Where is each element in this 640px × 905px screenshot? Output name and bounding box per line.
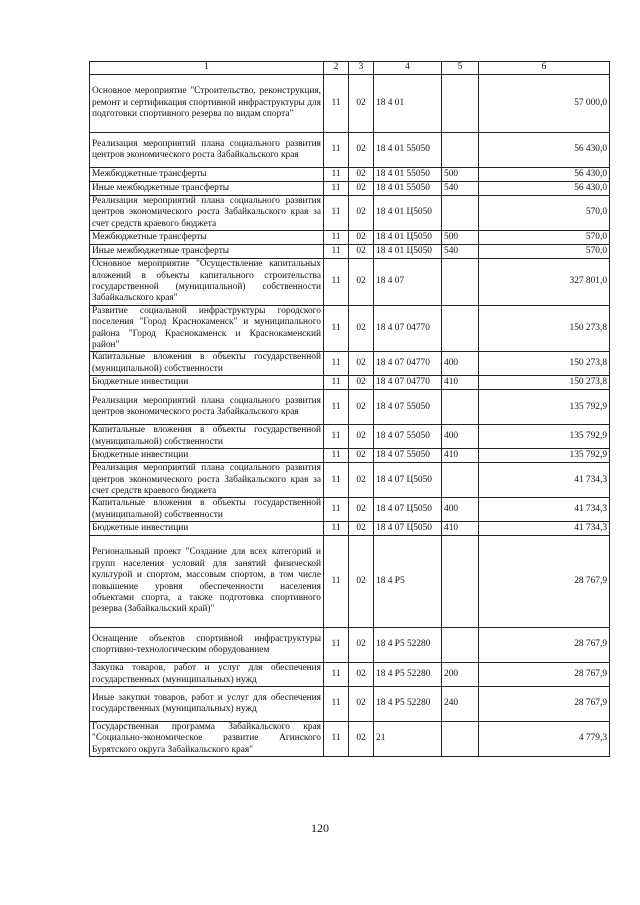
row-amount: 28 767,9	[479, 628, 610, 663]
table-row	[90, 245, 610, 259]
table-row	[90, 425, 610, 449]
row-subsection: 02	[349, 390, 374, 425]
row-amount: 4 779,3	[479, 721, 610, 756]
row-name: Развитие социальной инфраструктуры городского поселения "Город Краснокаменск" и муниципального района "Город Краснокаменск и Краснокаменский район"	[90, 305, 324, 352]
row-section: 11	[324, 352, 349, 376]
row-target-code: 18 4 07 55050	[374, 425, 442, 449]
row-subsection: 02	[349, 305, 374, 352]
row-expense-type: 400	[442, 425, 479, 449]
row-name: Капитальные вложения в объекты государственной (муниципальной) собственности	[90, 498, 324, 522]
row-name: Иные межбюджетные трансферты	[90, 245, 324, 259]
row-name: Бюджетные инвестиции	[90, 449, 324, 463]
table-row	[90, 259, 610, 306]
row-section: 11	[324, 133, 349, 168]
row-target-code: 18 4 07 04770	[374, 376, 442, 390]
row-name: Реализация мероприятий плана социального развития центров экономического роста Забайкальского края	[90, 133, 324, 168]
row-name: Межбюджетные трансферты	[90, 168, 324, 182]
table-row	[90, 231, 610, 245]
row-target-code: 18 4 07 Ц5050	[374, 498, 442, 522]
row-subsection: 02	[349, 168, 374, 182]
row-expense-type	[442, 133, 479, 168]
row-expense-type: 540	[442, 182, 479, 196]
row-expense-type	[442, 390, 479, 425]
row-expense-type: 240	[442, 686, 479, 721]
row-amount: 327 801,0	[479, 259, 610, 306]
row-expense-type: 500	[442, 168, 479, 182]
table-row	[90, 75, 610, 133]
row-name: Реализация мероприятий плана социального развития центров экономического роста Забайкальского края	[90, 390, 324, 425]
row-amount: 150 273,8	[479, 376, 610, 390]
row-subsection: 02	[349, 352, 374, 376]
table-row	[90, 376, 610, 390]
row-amount: 150 273,8	[479, 305, 610, 352]
row-expense-type	[442, 721, 479, 756]
row-target-code: 18 4 07 Ц5050	[374, 463, 442, 498]
budget-table	[89, 61, 610, 757]
row-section: 11	[324, 449, 349, 463]
row-name: Основное мероприятие "Осуществление капитальных вложений в объекты капитального строительства государственной (муниципальной) собственности Забайкальского края"	[90, 259, 324, 306]
row-section: 11	[324, 463, 349, 498]
row-target-code: 18 4 P5 52280	[374, 686, 442, 721]
row-amount: 41 734,3	[479, 463, 610, 498]
row-target-code: 18 4 01 Ц5050	[374, 245, 442, 259]
row-subsection: 02	[349, 463, 374, 498]
row-amount: 135 792,9	[479, 390, 610, 425]
row-subsection: 02	[349, 75, 374, 133]
row-target-code: 18 4 07 55050	[374, 390, 442, 425]
row-name: Региональный проект "Создание для всех категорий и групп населения условий для занятий физической культурой и спортом, массовым спортом, в том числе повышение уровня обеспеченности населения объектами спорта, а также подготовка спортивного резерва (Забайкальский край)"	[90, 536, 324, 628]
row-name: Иные межбюджетные трансферты	[90, 182, 324, 196]
row-expense-type	[442, 463, 479, 498]
table-row	[90, 168, 610, 182]
row-subsection: 02	[349, 686, 374, 721]
table-row	[90, 196, 610, 231]
row-amount: 28 767,9	[479, 686, 610, 721]
row-section: 11	[324, 498, 349, 522]
row-amount: 570,0	[479, 196, 610, 231]
row-expense-type: 410	[442, 449, 479, 463]
row-target-code: 18 4 01	[374, 75, 442, 133]
row-section: 11	[324, 425, 349, 449]
row-amount: 570,0	[479, 231, 610, 245]
page-number: 120	[311, 821, 329, 835]
row-name: Оснащение объектов спортивной инфраструктуры спортивно-технологическим оборудованием	[90, 628, 324, 663]
row-amount: 570,0	[479, 245, 610, 259]
row-section: 11	[324, 305, 349, 352]
row-target-code: 18 4 P5	[374, 536, 442, 628]
table-row	[90, 522, 610, 536]
row-amount: 57 000,0	[479, 75, 610, 133]
row-expense-type	[442, 536, 479, 628]
row-expense-type	[442, 75, 479, 133]
row-section: 11	[324, 628, 349, 663]
row-target-code: 18 4 07 Ц5050	[374, 522, 442, 536]
row-name: Межбюджетные трансферты	[90, 231, 324, 245]
row-expense-type: 400	[442, 352, 479, 376]
row-subsection: 02	[349, 376, 374, 390]
row-subsection: 02	[349, 536, 374, 628]
row-target-code: 18 4 P5 52280	[374, 663, 442, 687]
header-cell: 4	[374, 62, 442, 75]
row-name: Реализация мероприятий плана социального развития центров экономического роста Забайкальского края за счет средств краевого бюджета	[90, 196, 324, 231]
row-amount: 41 734,3	[479, 522, 610, 536]
row-subsection: 02	[349, 663, 374, 687]
row-section: 11	[324, 75, 349, 133]
table-row	[90, 449, 610, 463]
row-target-code: 18 4 07 55050	[374, 449, 442, 463]
row-subsection: 02	[349, 133, 374, 168]
row-expense-type	[442, 259, 479, 306]
row-name: Основное мероприятие "Строительство, реконструкция, ремонт и сертификация спортивной инфраструктуры для подготовки спортивного резерва по видам спорта"	[90, 75, 324, 133]
row-name: Бюджетные инвестиции	[90, 522, 324, 536]
row-expense-type: 410	[442, 376, 479, 390]
header-cell: 2	[324, 62, 349, 75]
row-name: Капитальные вложения в объекты государственной (муниципальной) собственности	[90, 352, 324, 376]
row-subsection: 02	[349, 522, 374, 536]
table-row	[90, 305, 610, 352]
table-row	[90, 498, 610, 522]
row-amount: 56 430,0	[479, 182, 610, 196]
row-target-code: 18 4 01 55050	[374, 182, 442, 196]
row-amount: 135 792,9	[479, 425, 610, 449]
table-header-row	[90, 62, 610, 75]
row-subsection: 02	[349, 182, 374, 196]
header-cell: 3	[349, 62, 374, 75]
row-section: 11	[324, 536, 349, 628]
row-expense-type: 400	[442, 498, 479, 522]
row-target-code: 18 4 07 04770	[374, 305, 442, 352]
row-name: Бюджетные инвестиции	[90, 376, 324, 390]
row-target-code: 18 4 P5 52280	[374, 628, 442, 663]
header-cell: 5	[442, 62, 479, 75]
table-row	[90, 721, 610, 756]
row-target-code: 18 4 01 Ц5050	[374, 231, 442, 245]
row-amount: 56 430,0	[479, 133, 610, 168]
table-row	[90, 686, 610, 721]
row-subsection: 02	[349, 231, 374, 245]
row-amount: 135 792,9	[479, 449, 610, 463]
header-cell: 1	[90, 62, 324, 75]
row-subsection: 02	[349, 245, 374, 259]
row-section: 11	[324, 196, 349, 231]
table-row	[90, 390, 610, 425]
row-amount: 150 273,8	[479, 352, 610, 376]
row-section: 11	[324, 686, 349, 721]
table-row	[90, 352, 610, 376]
row-target-code: 18 4 07 04770	[374, 352, 442, 376]
row-target-code: 18 4 07	[374, 259, 442, 306]
row-target-code: 18 4 01 Ц5050	[374, 196, 442, 231]
table-row	[90, 663, 610, 687]
header-cell: 6	[479, 62, 610, 75]
table-row	[90, 628, 610, 663]
row-expense-type: 200	[442, 663, 479, 687]
row-section: 11	[324, 259, 349, 306]
row-name: Реализация мероприятий плана социального развития центров экономического роста Забайкальского края за счет средств краевого бюджета	[90, 463, 324, 498]
row-name: Иные закупки товаров, работ и услуг для обеспечения государственных (муниципальных) нужд	[90, 686, 324, 721]
row-expense-type	[442, 196, 479, 231]
row-subsection: 02	[349, 498, 374, 522]
table-row	[90, 182, 610, 196]
row-section: 11	[324, 182, 349, 196]
row-section: 11	[324, 231, 349, 245]
row-target-code: 21	[374, 721, 442, 756]
row-subsection: 02	[349, 449, 374, 463]
row-section: 11	[324, 663, 349, 687]
row-section: 11	[324, 376, 349, 390]
row-expense-type: 500	[442, 231, 479, 245]
row-expense-type	[442, 628, 479, 663]
row-amount: 28 767,9	[479, 663, 610, 687]
row-section: 11	[324, 168, 349, 182]
row-section: 11	[324, 721, 349, 756]
row-amount: 41 734,3	[479, 498, 610, 522]
row-name: Капитальные вложения в объекты государственной (муниципальной) собственности	[90, 425, 324, 449]
row-target-code: 18 4 01 55050	[374, 168, 442, 182]
row-target-code: 18 4 01 55050	[374, 133, 442, 168]
table-row	[90, 133, 610, 168]
row-subsection: 02	[349, 196, 374, 231]
row-subsection: 02	[349, 425, 374, 449]
row-amount: 28 767,9	[479, 536, 610, 628]
row-section: 11	[324, 390, 349, 425]
row-subsection: 02	[349, 721, 374, 756]
row-subsection: 02	[349, 259, 374, 306]
row-amount: 56 430,0	[479, 168, 610, 182]
row-expense-type: 410	[442, 522, 479, 536]
row-name: Закупка товаров, работ и услуг для обеспечения государственных (муниципальных) нужд	[90, 663, 324, 687]
table-row	[90, 463, 610, 498]
row-section: 11	[324, 522, 349, 536]
row-expense-type: 540	[442, 245, 479, 259]
row-name: Государственная программа Забайкальского края "Социально-экономическое развитие Агинского Бурятского округа Забайкальского края"	[90, 721, 324, 756]
row-subsection: 02	[349, 628, 374, 663]
row-section: 11	[324, 245, 349, 259]
table-row	[90, 536, 610, 628]
row-expense-type	[442, 305, 479, 352]
